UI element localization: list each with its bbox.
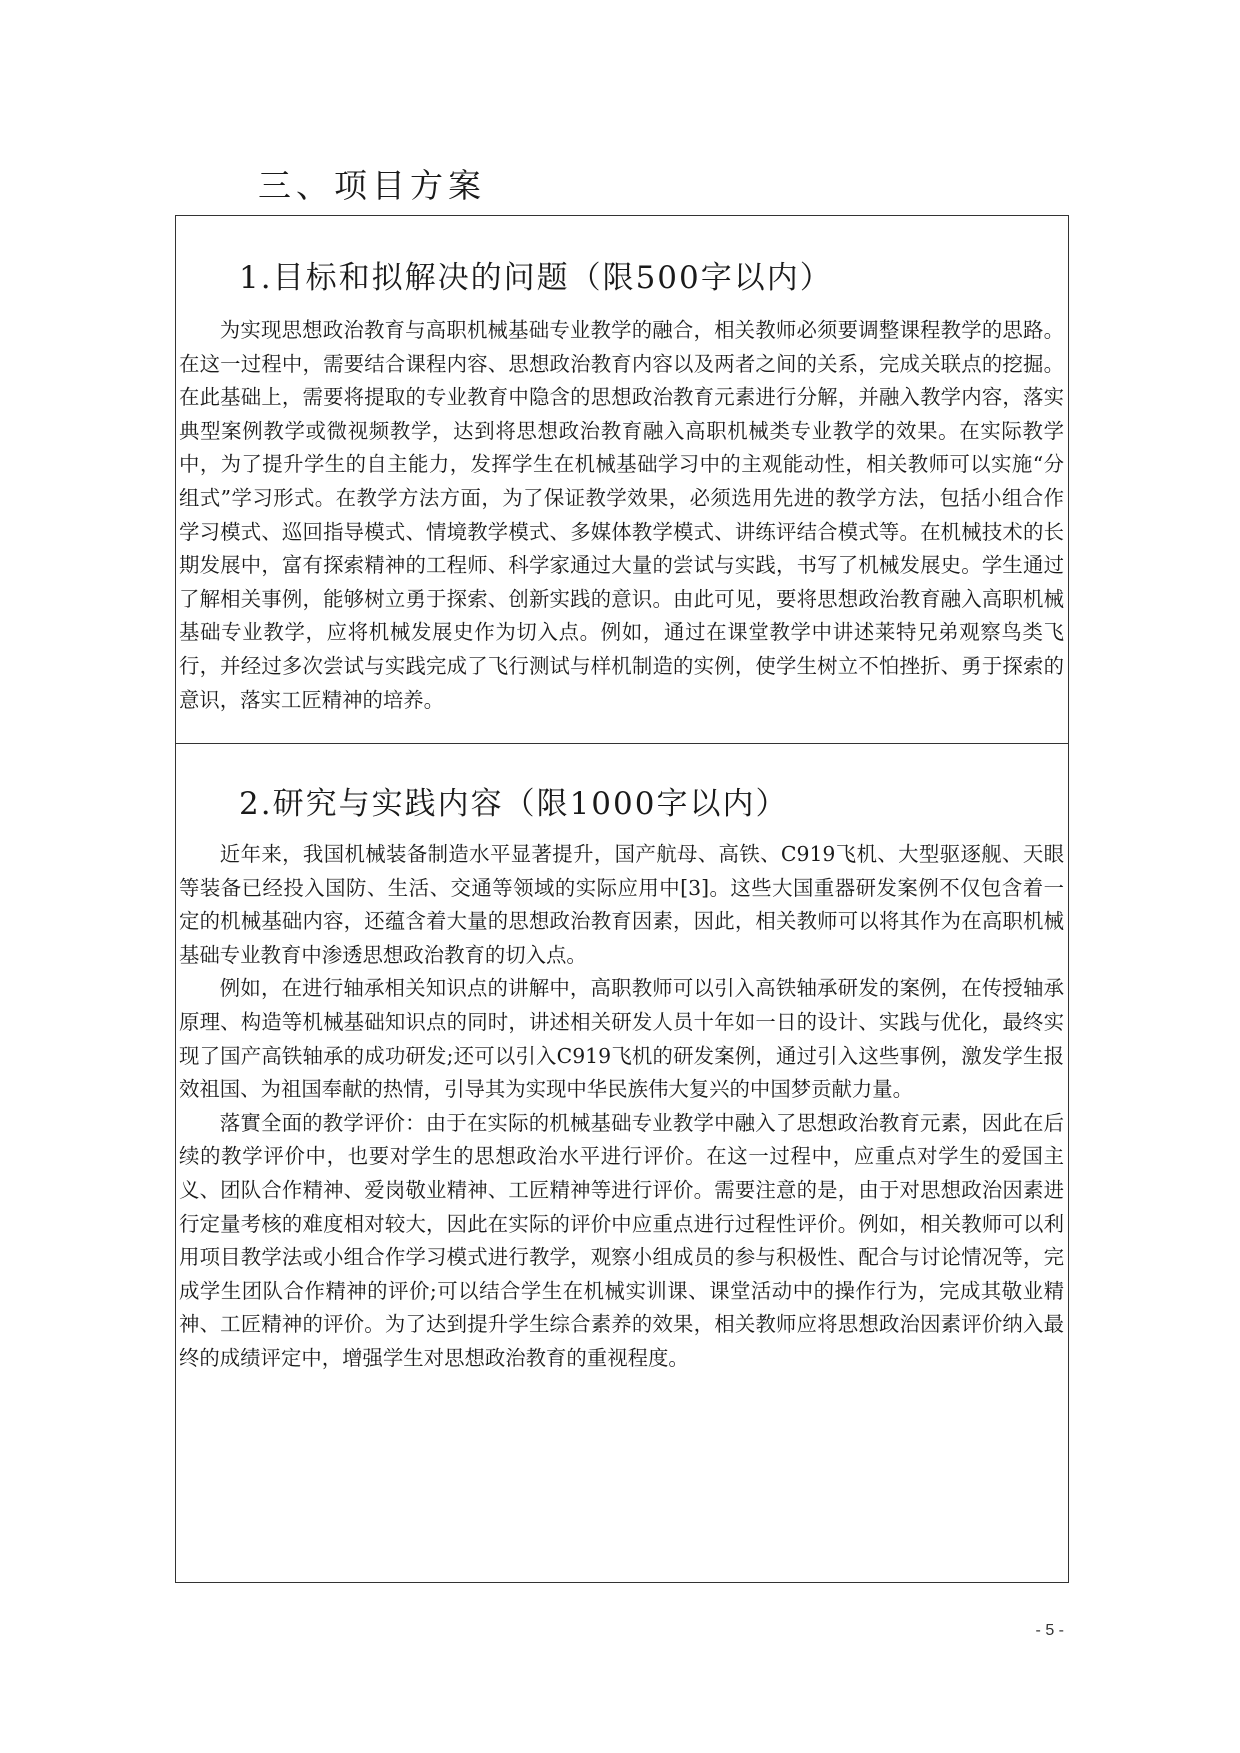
goals-heading: 1.目标和拟解决的问题（限500字以内） (239, 260, 833, 296)
research-paragraph-2: 例如，在进行轴承相关知识点的讲解中，高职教师可以引入高铁轴承研发的案例，在传授轴承原理、构造等机械基础知识点的同时，讲述相关研发人员十年如一日的设计、实践与优化，最终实现了国产高铁轴承的成功研发;还可以引入C919飞机的研发案例，通过引入这些事例，激发学生报效祖国、为祖国奉献的热情，引导其为实现中华民族伟大复兴的中国梦贡献力量。 (179, 976, 1064, 1102)
research-paragraph-1: 近年来，我国机械装备制造水平显著提升，国产航母、高铁、C919飞机、大型驱逐舰、天眼等装备已经投入国防、生活、交通等领域的实际应用中[3]。这些大国重器研发案例不仅包含着一定的机械基础内容，还蕴含着大量的思想政治教育因素，因此，相关教师可以将其作为在高职机械基础专业教育中渗透思想政治教育的切入点。 (179, 842, 1064, 967)
research-cell (176, 744, 1068, 1582)
page-number: - 5 - (1035, 1622, 1064, 1639)
goals-cell (176, 216, 1068, 744)
goals-paragraph: 为实现思想政治教育与高职机械基础专业教学的融合，相关教师必须要调整课程教学的思路。在这一过程中，需要结合课程内容、思想政治教育内容以及两者之间的关系，完成关联点的挖掘。在此基础上，需要将提取的专业教育中隐含的思想政治教育元素进行分解，并融入教学内容，落实典型案例教学或微视频教学，达到将思想政治教育融入高职机械类专业教学的效果。在实际教学中，为了提升学生的自主能力，发挥学生在机械基础学习中的主观能动性，相关教师可以实施“分组式”学习形式。在教学方法方面，为了保证教学效果，必须选用先进的教学方法，包括小组合作学习模式、巡回指导模式、情境教学模式、多媒体教学模式、讲练评结合模式等。在机械技术的长期发展中，富有探索精神的工程师、科学家通过大量的尝试与实践，书写了机械发展史。学生通过了解相关事例，能够树立勇于探索、创新实践的意识。由此可见，要将思想政治教育融入高职机械基础专业教学，应将机械发展史作为切入点。例如，通过在课堂教学中讲述莱特兄弟观察鸟类飞行，并经过多次尝试与实践完成了飞行测试与样机制造的实例，使学生树立不怕挫折、勇于探索的意识，落实工匠精神的培养。 (179, 318, 1064, 712)
research-paragraph-3: 落實全面的教学评价：由于在实际的机械基础专业教学中融入了思想政治教育元素，因此在后续的教学评价中，也要对学生的思想政治水平进行评价。在这一过程中，应重点对学生的爱国主义、团队合作精神、爱岗敬业精神、工匠精神等进行评价。需要注意的是，由于对思想政治因素进行定量考核的难度相对较大，因此在实际的评价中应重点进行过程性评价。例如，相关教师可以利用项目教学法或小组合作学习模式进行教学，观察小组成员的参与积极性、配合与讨论情况等，完成学生团队合作精神的评价;可以结合学生在机械实训课、课堂活动中的操作行为，完成其敬业精神、工匠精神的评价。为了达到提升学生综合素养的效果，相关教师应将思想政治因素评价纳入最终的成绩评定中，增强学生对思想政治教育的重视程度。 (179, 1110, 1064, 1370)
section-heading: 三、项目方案 (258, 166, 486, 205)
goals-body (179, 314, 1064, 717)
research-body (179, 838, 1064, 1376)
research-heading: 2.研究与实践内容（限1000字以内） (239, 786, 789, 822)
project-plan-table (175, 215, 1069, 1583)
